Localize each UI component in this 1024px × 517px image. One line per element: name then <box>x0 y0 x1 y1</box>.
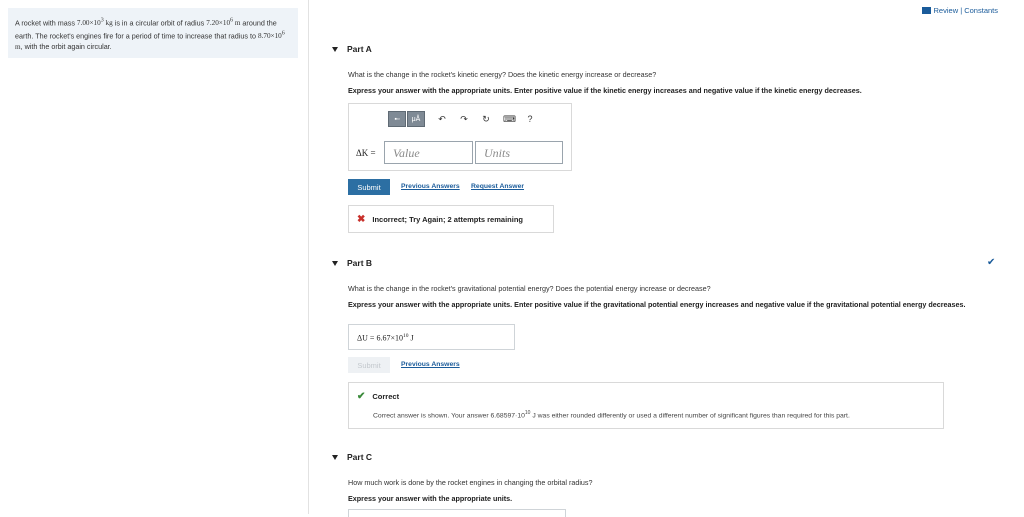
problem-statement <box>8 8 298 58</box>
review-icon <box>922 7 931 14</box>
part-a-submit-button[interactable]: Submit <box>348 179 390 195</box>
part-b-feedback-message: Correct answer is shown. Your answer $6.68597\cdot 10^{10}$ J was either rounded differently or used a different number of significant figures than required for this part. <box>373 410 850 420</box>
problem-text: around the earth. The rocket's engines fire for a period of time to increase that radius to <box>15 18 277 41</box>
part-b-feedback <box>348 382 944 429</box>
caret-down-icon[interactable] <box>332 47 338 52</box>
delta-k-label: ΔK = <box>356 148 376 158</box>
pane-divider <box>308 0 309 514</box>
part-c-instruction: Express your answer with the appropriate units. <box>348 494 513 503</box>
part-b-feedback-title: Correct <box>372 392 400 401</box>
templates-button[interactable]: ▪▫ <box>388 111 406 127</box>
part-c-answer-box[interactable] <box>348 509 566 517</box>
help-icon[interactable]: ? <box>527 114 533 124</box>
part-b-header[interactable] <box>332 258 372 268</box>
part-c-header[interactable] <box>332 452 372 462</box>
reset-icon[interactable]: ↻ <box>482 113 490 124</box>
mass-value: $7.00\times 10^3$ kg <box>76 18 113 28</box>
request-answer-link[interactable]: Request Answer <box>471 183 525 190</box>
keyboard-icon[interactable]: ⌨ <box>503 113 516 124</box>
part-c-title: Part C <box>347 452 373 462</box>
part-a-previous-answers-link[interactable]: Previous Answers <box>401 183 460 190</box>
radius-2-value: $8.70\times 10^6$ m <box>15 30 285 51</box>
part-a-instruction: Express your answer with the appropriate units. Enter positive value if the kinetic energy increases and negative value if the kinetic energy decreases. <box>348 86 862 95</box>
part-a-title: Part A <box>347 44 372 54</box>
part-c-question: How much work is done by the rocket engines in changing the orbital radius? <box>348 478 593 487</box>
equation-toolbar <box>388 111 535 127</box>
part-b-answer: $\Delta U = 6.67\times 10^{10}$ J <box>348 324 515 350</box>
undo-icon[interactable]: ↶ <box>438 113 446 124</box>
caret-down-icon[interactable] <box>332 455 338 460</box>
part-b-instruction: Express your answer with the appropriate units. Enter positive value if the gravitational potential energy increases and negative value if the gravitational potential energy decreases. <box>348 300 966 309</box>
redo-icon[interactable]: ↷ <box>460 113 468 124</box>
value-input[interactable]: Value <box>384 141 473 164</box>
part-b-question: What is the change in the rocket's gravitational potential energy? Does the potential energy increase or decrease? <box>348 284 711 293</box>
problem-text: is in a circular orbit of radius <box>112 18 207 28</box>
part-a-feedback <box>348 205 554 233</box>
problem-text: , with the orbit again circular. <box>20 41 112 51</box>
part-b-complete-check-icon: ✔ <box>987 257 996 268</box>
incorrect-x-icon: ✖ <box>357 213 366 225</box>
radius-1-value: $7.20\times 10^6$ m <box>206 18 241 28</box>
part-a-header[interactable] <box>332 44 372 54</box>
units-button[interactable]: μÅ <box>407 111 425 127</box>
part-b-previous-answers-link[interactable]: Previous Answers <box>401 361 460 368</box>
part-b-title: Part B <box>347 258 373 268</box>
problem-text: A rocket with mass <box>15 18 77 28</box>
review-constants-label[interactable]: Review | Constants <box>933 6 998 15</box>
review-constants-links[interactable] <box>922 6 998 15</box>
units-input[interactable]: Units <box>475 141 563 164</box>
part-a-question: What is the change in the rocket's kinetic energy? Does the kinetic energy increase or decrease? <box>348 70 657 79</box>
part-b-submit-button: Submit <box>348 357 390 373</box>
caret-down-icon[interactable] <box>332 261 338 266</box>
correct-check-icon: ✔ <box>357 391 366 402</box>
part-a-feedback-text: Incorrect; Try Again; 2 attempts remaining <box>372 214 523 224</box>
